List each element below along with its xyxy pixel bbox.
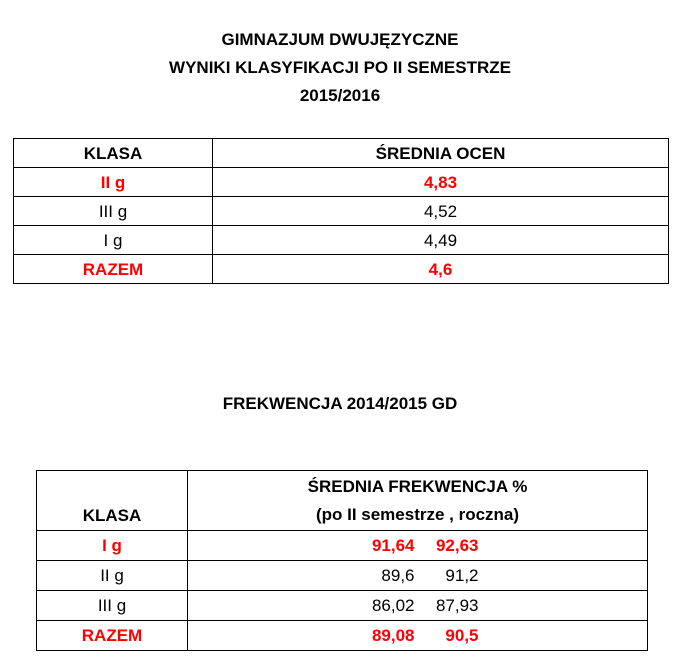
table-row xyxy=(37,591,648,621)
attendance-title: FREKWENCJA 2014/2015 GD xyxy=(222,394,458,413)
row-value: 4,52 xyxy=(213,197,669,226)
table-row xyxy=(14,197,669,226)
semester-value: 89,08 xyxy=(371,626,415,645)
row-value: 4,6 xyxy=(213,255,669,284)
semester-value: 91,64 xyxy=(371,536,415,555)
row-klasa: II g xyxy=(37,561,188,591)
semester-value: 86,02 xyxy=(371,596,415,615)
school-name: GIMNAZJUM DWUJĘZYCZNE xyxy=(221,30,459,49)
row-values xyxy=(188,561,648,591)
report-title: WYNIKI KLASYFIKACJI PO II SEMESTRZE xyxy=(169,58,511,77)
table-row xyxy=(37,531,648,561)
attendance-table xyxy=(36,470,648,651)
row-klasa: III g xyxy=(37,591,188,621)
school-year: 2015/2016 xyxy=(299,86,381,105)
row-values xyxy=(188,531,648,561)
attendance-col-line2: (po II semestrze , roczna) xyxy=(315,504,520,524)
table-row xyxy=(14,226,669,255)
grades-col-srednia: ŚREDNIA OCEN xyxy=(213,139,669,168)
row-value: 4,49 xyxy=(213,226,669,255)
annual-value: 90,5 xyxy=(445,626,479,645)
grades-col-klasa: KLASA xyxy=(14,139,213,168)
row-klasa: I g xyxy=(37,531,188,561)
attendance-col-line1: ŚREDNIA FREKWENCJA % xyxy=(307,476,528,496)
table-row xyxy=(37,561,648,591)
row-value: 4,83 xyxy=(213,168,669,197)
row-klasa: RAZEM xyxy=(14,255,213,284)
grades-table xyxy=(13,138,669,284)
annual-value: 87,93 xyxy=(435,596,479,615)
grades-header-row xyxy=(14,139,669,168)
table-row xyxy=(14,255,669,284)
semester-value: 89,6 xyxy=(381,566,415,585)
row-klasa: I g xyxy=(14,226,213,255)
attendance-header-row xyxy=(37,471,648,531)
row-klasa: RAZEM xyxy=(37,621,188,651)
table-row xyxy=(14,168,669,197)
annual-value: 92,63 xyxy=(435,536,479,555)
attendance-col-klasa: KLASA xyxy=(37,471,188,531)
table-row xyxy=(37,621,648,651)
row-values xyxy=(188,591,648,621)
row-klasa: III g xyxy=(14,197,213,226)
row-klasa: II g xyxy=(14,168,213,197)
annual-value: 91,2 xyxy=(445,566,479,585)
row-values xyxy=(188,621,648,651)
attendance-col-srednia xyxy=(188,471,648,531)
